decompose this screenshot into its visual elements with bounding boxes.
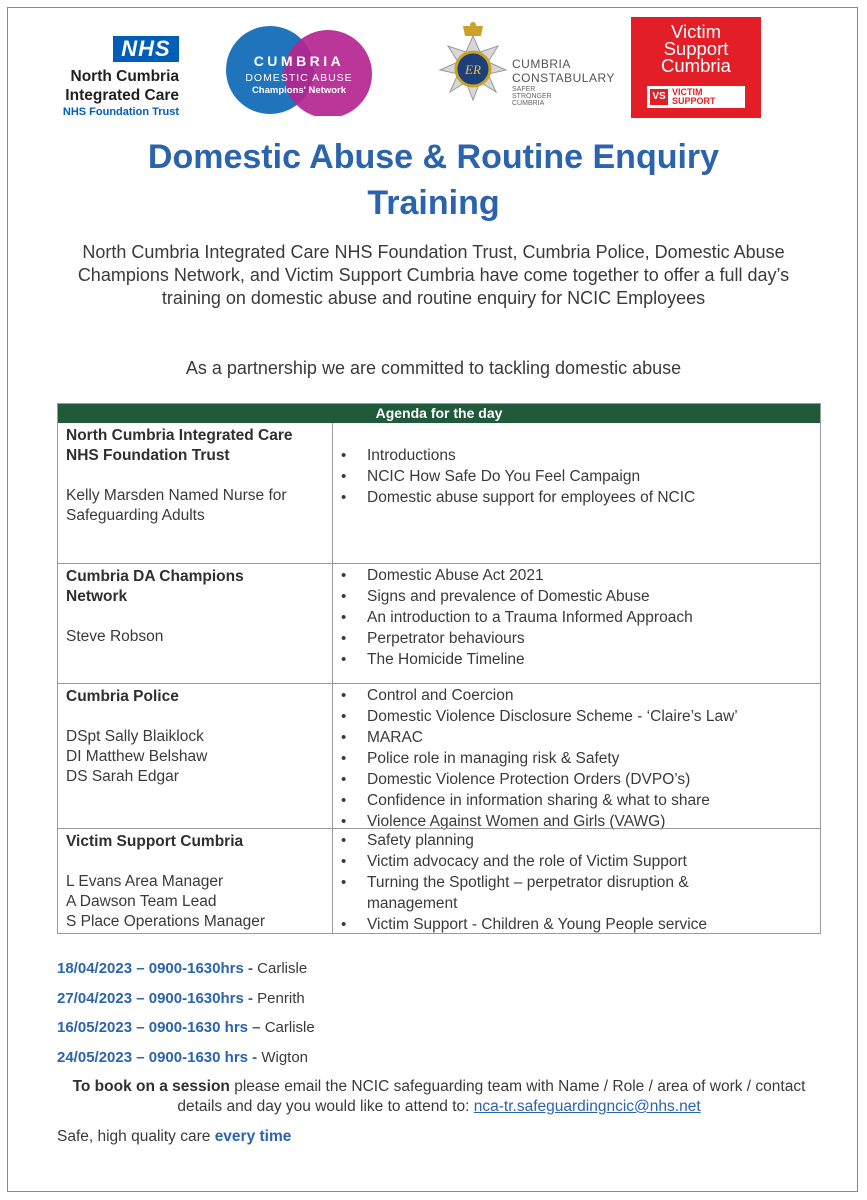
cdac-line1: CUMBRIA xyxy=(253,53,345,69)
vsc-badge xyxy=(647,86,745,108)
page-title xyxy=(40,134,827,226)
nhs-logo-line1: North Cumbria xyxy=(70,68,179,85)
booking-lead: To book on a session xyxy=(72,1078,230,1095)
agenda-row-victim-support xyxy=(58,828,820,933)
police-seal-text: ER xyxy=(465,62,481,77)
agenda-topic: • Signs and prevalence of Domestic Abuse xyxy=(367,586,820,607)
police-logo-line1: CUMBRIA CONSTABULARY xyxy=(512,57,615,85)
agenda-people xyxy=(66,727,332,787)
agenda-topic: • Violence Against Women and Girls (VAWG) xyxy=(367,811,820,832)
agenda-presenter-cell xyxy=(58,684,333,832)
title-line2: Training xyxy=(367,184,500,222)
session-date: 16/05/2023 – 0900-1630 hrs – Carlisle xyxy=(57,1019,315,1036)
agenda-person: A Dawson Team Lead xyxy=(66,893,217,910)
agenda-person: DSpt Sally Blaiklock xyxy=(66,728,204,745)
agenda-topic: • Control and Coercion xyxy=(367,685,820,706)
agenda-people xyxy=(66,486,332,526)
agenda-topic: • An introduction to a Trauma Informed Approach xyxy=(367,607,820,628)
agenda-org: North Cumbria Integrated Care NHS Foundation Trust xyxy=(66,427,293,464)
booking-instructions xyxy=(54,1077,824,1117)
session-date: 27/04/2023 – 0900-1630hrs - Penrith xyxy=(57,989,305,1007)
agenda-presenter-cell xyxy=(58,423,333,563)
booking-text: please email the NCIC safeguarding team with Name / Role / area of work / contact details and day you would like to attend to: xyxy=(177,1078,806,1115)
session-date: 18/04/2023 – 0900-1630hrs - Carlisle xyxy=(57,960,308,977)
agenda-topic: • Introductions xyxy=(367,445,820,466)
agenda-person: Kelly Marsden Named Nurse for Safeguarding Adults xyxy=(66,487,287,524)
cdac-circles-icon xyxy=(224,26,374,116)
agenda-topics-cell xyxy=(333,423,820,563)
agenda-topic: • NCIC How Safe Do You Feel Campaign xyxy=(367,466,820,487)
agenda-topic: • Domestic Violence Disclosure Scheme - ‘Claire’s Law’ xyxy=(367,706,820,727)
agenda-people xyxy=(66,627,332,647)
agenda-people xyxy=(66,872,332,932)
nhs-logo-line3: NHS Foundation Trust xyxy=(62,106,179,118)
agenda-person: Steve Robson xyxy=(66,628,164,645)
agenda-person: S Place Operations Manager xyxy=(66,913,266,930)
tagline: Safe, high quality care every time xyxy=(57,1128,292,1145)
agenda-topic: • Perpetrator behaviours xyxy=(367,628,820,649)
cdac-line3: Champions' Network xyxy=(251,85,347,96)
agenda-topics-cell xyxy=(333,829,820,933)
agenda-topic: • Safety planning xyxy=(367,830,820,851)
agenda-person: L Evans Area Manager xyxy=(66,873,224,890)
nhs-logo xyxy=(44,36,179,120)
agenda-topic: • Domestic abuse support for employees of NCIC xyxy=(367,487,820,508)
agenda-topics-cell xyxy=(333,564,820,683)
agenda-row-da-champions xyxy=(58,563,820,683)
session-date: 24/05/2023 – 0900-1630 hrs - Wigton xyxy=(57,1048,309,1066)
agenda-topic: • Victim advocacy and the role of Victim Support xyxy=(367,851,820,872)
victim-support-cumbria-logo xyxy=(631,17,761,118)
agenda-person: DS Sarah Edgar xyxy=(66,768,179,785)
police-logo-line3: SAFER STRONGER CUMBRIA xyxy=(512,86,552,107)
agenda-row-police xyxy=(58,683,820,832)
agenda-org: Victim Support Cumbria xyxy=(66,833,244,850)
agenda-presenter-cell xyxy=(58,564,333,683)
cdac-logo xyxy=(224,26,374,116)
agenda-row-ncic xyxy=(58,423,820,563)
agenda-topic: • Victim Support - Children & Young People service xyxy=(367,914,820,935)
agenda-org: Cumbria Police xyxy=(66,688,179,705)
agenda-topic: • Turning the Spotlight – perpetrator disruption & management xyxy=(367,872,747,914)
vsc-logo-title: Victim Support Cumbria xyxy=(661,21,731,76)
agenda-topic: • Domestic Violence Protection Orders (DVPO’s) xyxy=(367,769,820,790)
agenda-topic: • Confidence in information sharing & what to share xyxy=(367,790,820,811)
vsc-badge-text: VICTIM SUPPORT xyxy=(672,87,716,106)
vs-icon: VS xyxy=(650,89,668,105)
agenda-person: DI Matthew Belshaw xyxy=(66,748,208,765)
agenda-presenter-cell xyxy=(58,829,333,933)
police-crest-icon xyxy=(436,22,510,104)
agenda-topic: • Domestic Abuse Act 2021 xyxy=(367,565,820,586)
title-line1: Domestic Abuse & Routine Enquiry xyxy=(147,138,720,176)
agenda-topics-cell xyxy=(333,684,820,832)
commitment-statement: As a partnership we are committed to tackling domestic abuse xyxy=(185,358,682,378)
agenda-topic: • Police role in managing risk & Safety xyxy=(367,748,820,769)
agenda-topic: • The Homicide Timeline xyxy=(367,649,820,670)
cumbria-constabulary-logo xyxy=(436,22,615,107)
agenda-header: Agenda for the day xyxy=(58,404,820,423)
nhs-badge: NHS xyxy=(113,36,179,62)
agenda-org: Cumbria DA Champions Network xyxy=(66,568,244,605)
tagline-emphasis: every time xyxy=(214,1128,292,1145)
agenda-table xyxy=(57,403,821,934)
booking-email-link[interactable]: nca-tr.safeguardingncic@nhs.net xyxy=(473,1098,701,1115)
intro-paragraph: North Cumbria Integrated Care NHS Foundation Trust, Cumbria Police, Domestic Abuse Champions Network, and Victim Support Cumbria have come together to offer a full day’s training on domestic abuse and routine enquiry for NCIC Employees xyxy=(77,242,790,308)
cdac-line2: DOMESTIC ABUSE xyxy=(245,72,353,84)
agenda-topic: • MARAC xyxy=(367,727,820,748)
nhs-logo-line2: Integrated Care xyxy=(65,87,179,104)
session-dates xyxy=(57,959,817,1077)
